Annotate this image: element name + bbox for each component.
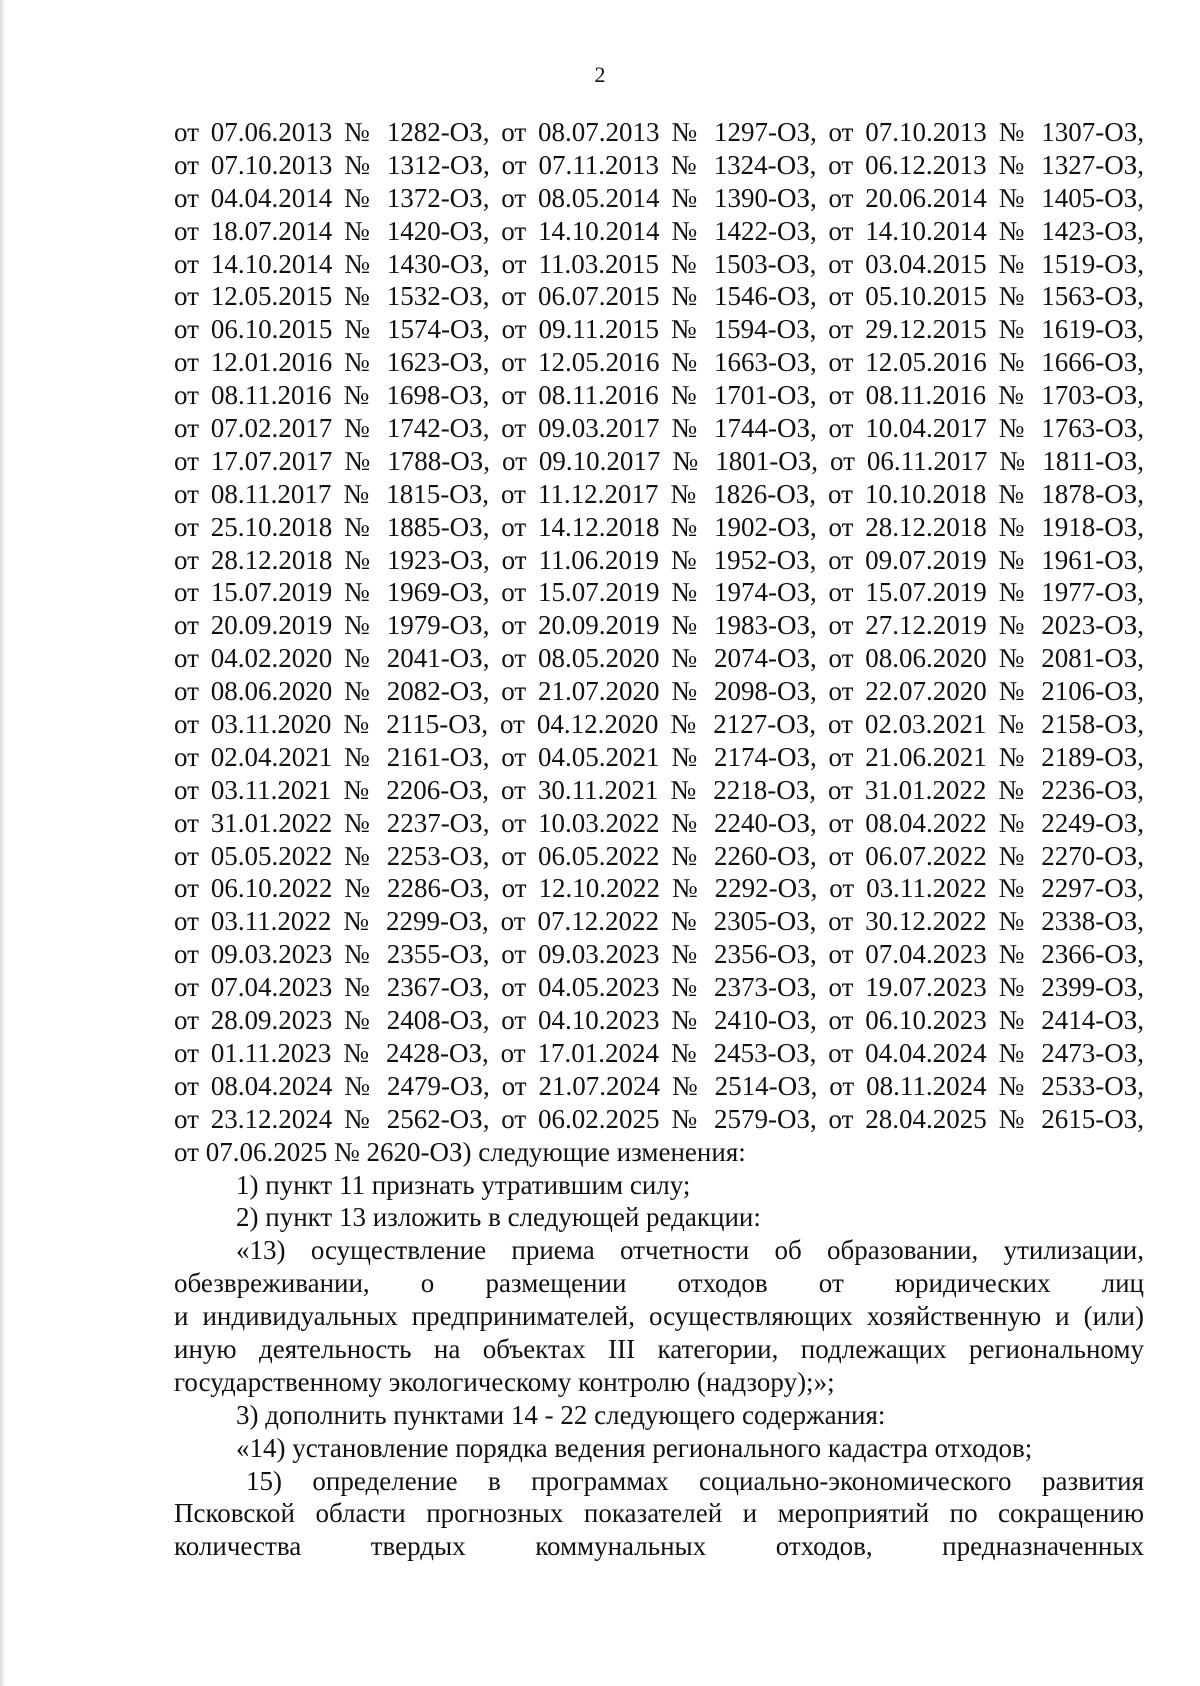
scan-edge — [0, 0, 6, 1686]
amendment-list-line: от 06.10.2022 № 2286-ОЗ, от 12.10.2022 № 2292-ОЗ, от 03.11.2022 № 2297-ОЗ, — [174, 873, 1144, 904]
item-13-line-3: и индивидуальных предпринимателей, осуществляющих хозяйственную и (или) — [174, 1301, 1144, 1332]
amendment-list-line: от 03.11.2022 № 2299-ОЗ, от 07.12.2022 № 2305-ОЗ, от 30.12.2022 № 2338-ОЗ, — [174, 906, 1144, 937]
amendment-list-line: от 05.05.2022 № 2253-ОЗ, от 06.05.2022 № 2260-ОЗ, от 06.07.2022 № 2270-ОЗ, — [174, 840, 1144, 871]
amendment-list-line: от 02.04.2021 № 2161-ОЗ, от 04.05.2021 № 2174-ОЗ, от 21.06.2021 № 2189-ОЗ, — [174, 741, 1144, 772]
item-15-line-3: количества твердых коммунальных отходов, предназначенных — [174, 1531, 1144, 1562]
item-14-text: «14) установление порядка ведения регионального кадастра отходов; — [236, 1432, 1033, 1463]
amendment-list-line: от 08.04.2024 № 2479-ОЗ, от 21.07.2024 № 2514-ОЗ, от 08.11.2024 № 2533-ОЗ, — [174, 1070, 1144, 1101]
item-13-line-5: государственному экологическому контролю (надзору);»; — [174, 1366, 835, 1397]
amendment-list-line: от 08.11.2017 № 1815-ОЗ, от 11.12.2017 № 1826-ОЗ, от 10.10.2018 № 1878-ОЗ, — [174, 478, 1144, 509]
amendment-list-line: от 07.06.2013 № 1282-ОЗ, от 08.07.2013 № 1297-ОЗ, от 07.10.2013 № 1307-ОЗ, — [174, 117, 1144, 147]
amendment-list-line: от 14.10.2014 № 1430-ОЗ, от 11.03.2015 № 1503-ОЗ, от 03.04.2015 № 1519-ОЗ, — [174, 248, 1144, 279]
amendment-list-line: от 23.12.2024 № 2562-ОЗ, от 06.02.2025 № 2579-ОЗ, от 28.04.2025 № 2615-ОЗ, — [174, 1103, 1144, 1134]
amendment-list-line: от 20.09.2019 № 1979-ОЗ, от 20.09.2019 № 1983-ОЗ, от 27.12.2019 № 2023-ОЗ, — [174, 610, 1144, 641]
amendment-list-line: от 03.11.2020 № 2115-ОЗ, от 04.12.2020 № 2127-ОЗ, от 02.03.2021 № 2158-ОЗ, — [174, 709, 1144, 740]
amendment-list-line: от 08.11.2016 № 1698-ОЗ, от 08.11.2016 № 1701-ОЗ, от 08.11.2016 № 1703-ОЗ, — [174, 380, 1144, 411]
item-13-line-1: «13) осуществление приема отчетности об образовании, утилизации, — [236, 1235, 1144, 1266]
amendment-list-line: от 06.10.2015 № 1574-ОЗ, от 09.11.2015 № 1594-ОЗ, от 29.12.2015 № 1619-ОЗ, — [174, 314, 1144, 345]
amendment-list-line: от 04.02.2020 № 2041-ОЗ, от 08.05.2020 № 2074-ОЗ, от 08.06.2020 № 2081-ОЗ, — [174, 643, 1144, 674]
item-2-text: 2) пункт 13 изложить в следующей редакции: — [236, 1202, 761, 1233]
amendment-list-line: от 28.09.2023 № 2408-ОЗ, от 04.10.2023 № 2410-ОЗ, от 06.10.2023 № 2414-ОЗ, — [174, 1005, 1144, 1036]
amendment-list-line: от 07.04.2023 № 2367-ОЗ, от 04.05.2023 № 2373-ОЗ, от 19.07.2023 № 2399-ОЗ, — [174, 972, 1144, 1003]
amendment-list-line: от 01.11.2023 № 2428-ОЗ, от 17.01.2024 № 2453-ОЗ, от 04.04.2024 № 2473-ОЗ, — [174, 1037, 1144, 1068]
page-number: 2 — [594, 62, 606, 87]
amendment-list-line: от 28.12.2018 № 1923-ОЗ, от 11.06.2019 № 1952-ОЗ, от 09.07.2019 № 1961-ОЗ, — [174, 544, 1144, 575]
item-15-line-2: Псковской области прогнозных показателей и мероприятий по сокращению — [174, 1498, 1144, 1529]
item-13-line-2: обезвреживании, о размещении отходов от юридических лиц — [174, 1268, 1144, 1299]
amendment-list-line: от 08.06.2020 № 2082-ОЗ, от 21.07.2020 № 2098-ОЗ, от 22.07.2020 № 2106-ОЗ, — [174, 676, 1144, 707]
item-3-text: 3) дополнить пунктами 14 - 22 следующего содержания: — [236, 1399, 886, 1430]
item-13-line-4: иную деятельность на объектах III категории, подлежащих региональному — [174, 1333, 1144, 1364]
document-body — [174, 116, 1144, 1563]
amendment-list-line: от 15.07.2019 № 1969-ОЗ, от 15.07.2019 № 1974-ОЗ, от 15.07.2019 № 1977-ОЗ, — [174, 577, 1144, 608]
item-1-text: 1) пункт 11 признать утратившим силу; — [236, 1169, 691, 1200]
amendment-list-line: от 09.03.2023 № 2355-ОЗ, от 09.03.2023 № 2356-ОЗ, от 07.04.2023 № 2366-ОЗ, — [174, 939, 1144, 970]
amendment-list-line: от 25.10.2018 № 1885-ОЗ, от 14.12.2018 № 1902-ОЗ, от 28.12.2018 № 1918-ОЗ, — [174, 511, 1144, 542]
amendment-list-line: от 03.11.2021 № 2206-ОЗ, от 30.11.2021 № 2218-ОЗ, от 31.01.2022 № 2236-ОЗ, — [174, 774, 1144, 805]
amendment-list-line: от 12.05.2015 № 1532-ОЗ, от 06.07.2015 № 1546-ОЗ, от 05.10.2015 № 1563-ОЗ, — [174, 281, 1144, 312]
amendment-list-line: от 18.07.2014 № 1420-ОЗ, от 14.10.2014 № 1422-ОЗ, от 14.10.2014 № 1423-ОЗ, — [174, 215, 1144, 246]
item-15-line-1: 15) определение в программах социально-экономического развития — [246, 1465, 1144, 1496]
amendment-list-line: от 07.10.2013 № 1312-ОЗ, от 07.11.2013 № 1324-ОЗ, от 06.12.2013 № 1327-ОЗ, — [174, 149, 1144, 180]
amendment-list-line: от 07.02.2017 № 1742-ОЗ, от 09.03.2017 № 1744-ОЗ, от 10.04.2017 № 1763-ОЗ, — [174, 413, 1144, 444]
amendment-list-line: от 17.07.2017 № 1788-ОЗ, от 09.10.2017 № 1801-ОЗ, от 06.11.2017 № 1811-ОЗ, — [174, 445, 1144, 476]
amendment-list-line: от 31.01.2022 № 2237-ОЗ, от 10.03.2022 № 2240-ОЗ, от 08.04.2022 № 2249-ОЗ, — [174, 807, 1144, 838]
amendment-list-line: от 12.01.2016 № 1623-ОЗ, от 12.05.2016 № 1663-ОЗ, от 12.05.2016 № 1666-ОЗ, — [174, 347, 1144, 378]
amendment-list-line: от 04.04.2014 № 1372-ОЗ, от 08.05.2014 № 1390-ОЗ, от 20.06.2014 № 1405-ОЗ, — [174, 182, 1144, 213]
amendment-closing-line: от 07.06.2025 № 2620-ОЗ) следующие изменения: — [174, 1136, 746, 1167]
